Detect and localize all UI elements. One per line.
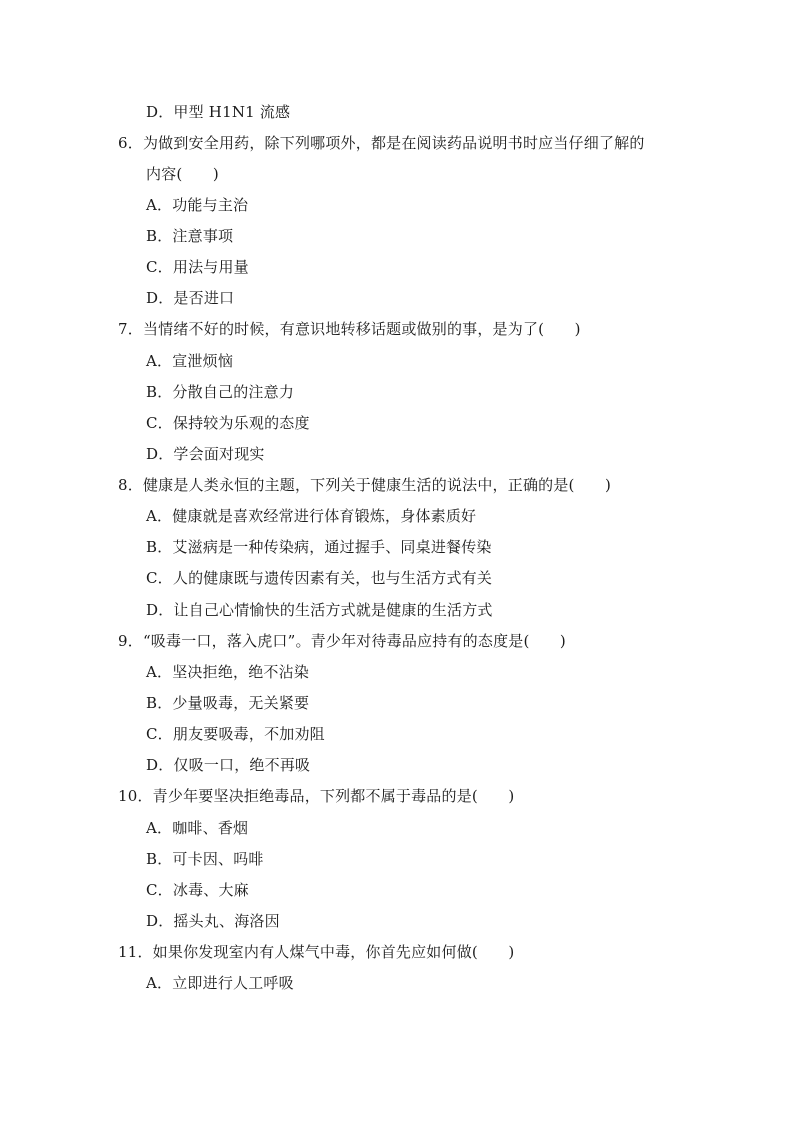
question-7-option-c: C．保持较为乐观的态度 — [146, 414, 310, 432]
question-6-option-b: B．注意事项 — [146, 227, 234, 245]
question-10-option-b: B．可卡因、吗啡 — [146, 850, 264, 868]
question-11-stem: 11．如果你发现室内有人煤气中毒，你首先应如何做( ) — [118, 943, 515, 961]
question-9-option-b: B．少量吸毒，无关紧要 — [146, 694, 310, 712]
question-9-option-d: D．仅吸一口，绝不再吸 — [146, 756, 311, 774]
question-10-option-d: D．摇头丸、海洛因 — [146, 912, 280, 930]
question-10-option-c: C．冰毒、大麻 — [146, 881, 249, 899]
question-7-stem: 7．当情绪不好的时候，有意识地转移话题或做别的事，是为了( ) — [118, 320, 581, 338]
question-6-stem: 6．为做到安全用药，除下列哪项外，都是在阅读药品说明书时应当仔细了解的 — [118, 134, 645, 152]
question-6-option-c: C．用法与用量 — [146, 258, 249, 276]
question-8-option-a: A．健康就是喜欢经常进行体育锻炼，身体素质好 — [146, 507, 477, 525]
question-7-option-a: A．宣泄烦恼 — [146, 352, 234, 370]
question-8-stem: 8．健康是人类永恒的主题，下列关于健康生活的说法中，正确的是( ) — [118, 476, 612, 494]
question-6-option-a: A．功能与主治 — [146, 196, 249, 214]
question-10-option-a: A．咖啡、香烟 — [146, 819, 249, 837]
question-9-option-a: A．坚决拒绝，绝不沾染 — [146, 663, 310, 681]
question-8-option-d: D．让自己心情愉快的生活方式就是健康的生活方式 — [146, 601, 493, 619]
question-8-option-b: B．艾滋病是一种传染病，通过握手、同桌进餐传染 — [146, 538, 492, 556]
question-11-option-a: A．立即进行人工呼吸 — [146, 974, 294, 992]
question-10-stem: 10．青少年要坚决拒绝毒品，下列都不属于毒品的是( ) — [118, 787, 515, 805]
question-8-option-c: C．人的健康既与遗传因素有关，也与生活方式有关 — [146, 569, 493, 587]
question-6-option-d: D．是否进口 — [146, 289, 235, 307]
question-9-stem: 9．“吸毒一口，落入虎口”。青少年对待毒品应持有的态度是( ) — [118, 632, 566, 650]
question-9-option-c: C．朋友要吸毒，不加劝阻 — [146, 725, 325, 743]
question-7-option-b: B．分散自己的注意力 — [146, 383, 295, 401]
prev-option-d: D．甲型 H1N1 流感 — [146, 103, 291, 121]
question-7-option-d: D．学会面对现实 — [146, 445, 265, 463]
question-6-stem-cont: 内容( ) — [146, 165, 219, 183]
